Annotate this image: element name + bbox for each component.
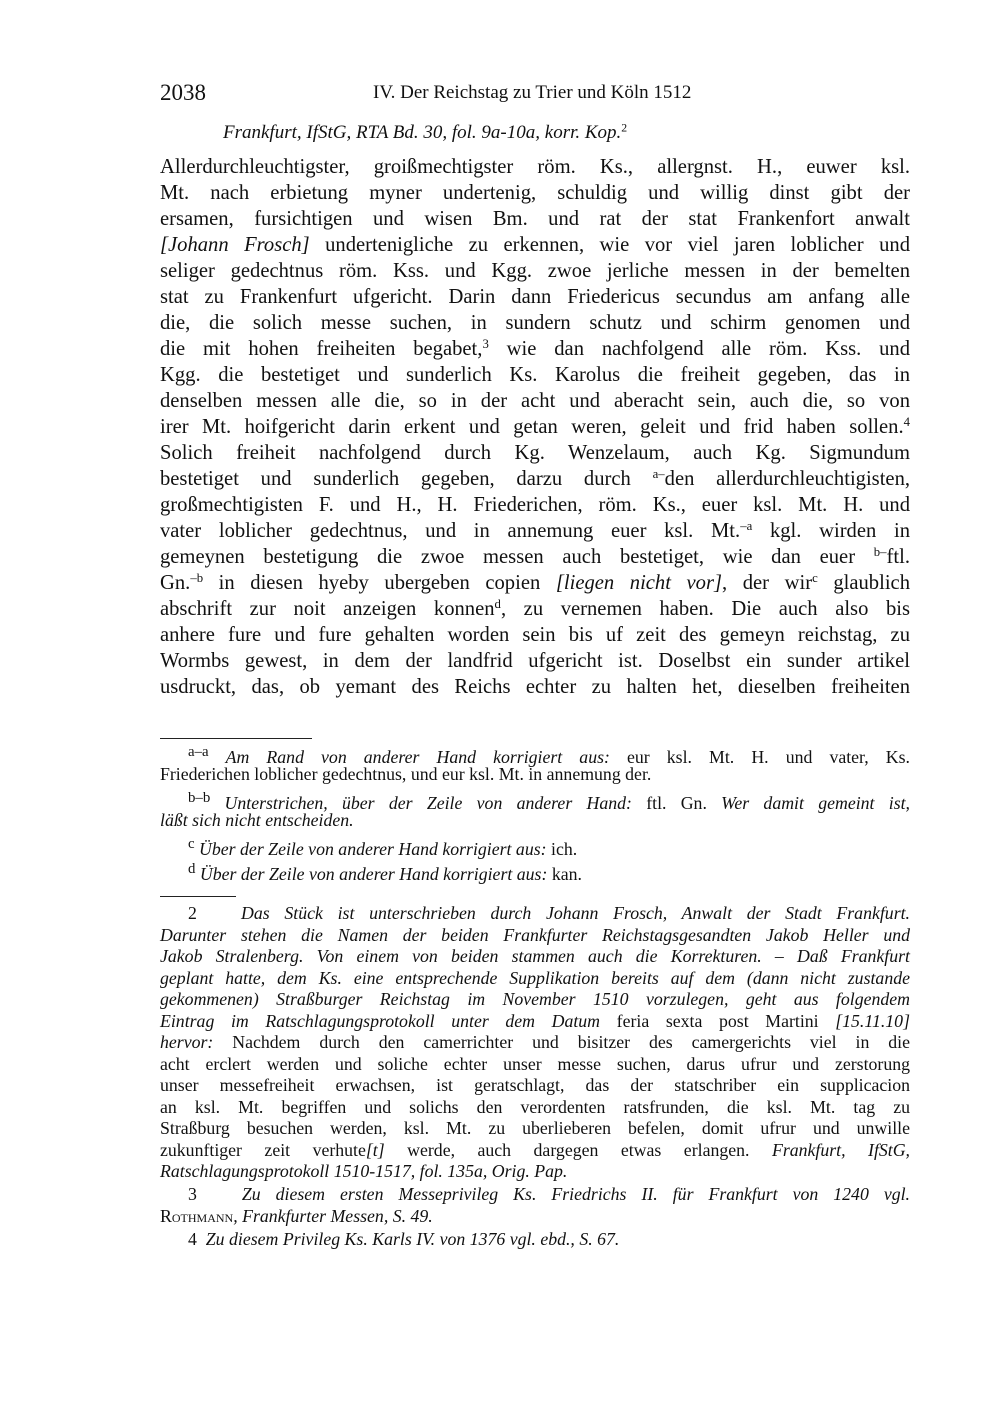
note-ref-3: 3 bbox=[482, 336, 489, 351]
footnote-3 bbox=[160, 1184, 910, 1227]
text-line: Mt. nach erbietung myner undertenig, schuldig und willig dinst gibt der bbox=[160, 182, 910, 204]
text-line: irer Mt. hoifgericht darin erkent und getan weren, geleit und frid haben sollen.$^4$ bbox=[160, 414, 910, 438]
variant-mark-a-open: a– bbox=[652, 466, 665, 481]
footnote-line: acht erclert werden und soliche echter unser messe suchen, darus ufrur und zerstorung bbox=[160, 1053, 910, 1074]
footnote-line: Ratschlagungsprotokoll 1510-1517, fol. 135a, Orig. Pap. bbox=[160, 1161, 568, 1181]
main-text bbox=[160, 154, 910, 700]
footnote-2 bbox=[160, 903, 910, 1183]
page-header bbox=[160, 80, 910, 110]
text-line: seliger gedechtnus röm. Kss. und Kgg. zwoe jerliche messen in der bemelten bbox=[160, 260, 910, 282]
footnote-line: an ksl. Mt. begriffen und solichs den verordenten ratsfrunden, die ksl. Mt. tag zu bbox=[160, 1096, 910, 1117]
text-line: großmechtigisten F. und H., H. Friederichen, röm. Ks., euer ksl. Mt. H. und bbox=[160, 494, 910, 516]
footnote-line: geplant hatte, dem Ks. eine entsprechende Supplikation bereits auf dem (dann nicht zustande bbox=[160, 967, 910, 988]
footnote-4 bbox=[160, 1229, 910, 1251]
footnote-line: 3 Zu diesem ersten Messeprivileg Ks. Friedrichs II. für Frankfurt von 1240 vgl. bbox=[188, 1184, 910, 1204]
critical-note: $^d$ Über der Zeile von anderer Hand korrigiert aus: kan. bbox=[188, 860, 582, 884]
running-title: IV. Der Reichstag zu Trier und Köln 1512 bbox=[373, 82, 692, 103]
source-citation bbox=[223, 122, 627, 144]
text-line: Solich freiheit nachfolgend durch Kg. Wenzelaum, auch Kg. Sigmundum bbox=[160, 442, 910, 464]
author-name: Rothmann bbox=[160, 1205, 234, 1226]
text-line: usdruckt, das, ob yemant des Reichs echter zu halten het, dieselben freiheiten bbox=[160, 676, 910, 698]
variant-mark-c: c bbox=[812, 570, 818, 585]
editorial-insert: [Johann Frosch] bbox=[160, 234, 310, 256]
footnote-line: Rothmann, Frankfurter Messen, S. 49. bbox=[160, 1205, 433, 1226]
variant-mark-b-close: –b bbox=[190, 570, 204, 585]
footnote-line: zukunftiger zeit verhute[t] werde, auch dargegen etwas erlangen. Frankfurt, IfStG, bbox=[160, 1139, 910, 1160]
footnote-line: gekommenen) Straßburger Reichstag im November 1510 vorzulegen, geht aus folgendem bbox=[160, 989, 910, 1009]
critical-note-cont: läßt sich nicht entscheiden. bbox=[160, 809, 354, 830]
critical-note: $^{b-b}$ Unterstrichen, über der Zeile von anderer Hand: ftl. Gn. Wer damit gemeint ist, bbox=[188, 790, 910, 813]
text-line: gemeynen bestetigung die zwoe messen auch bestetiget, wie dan euer $^{b-}$ftl. bbox=[160, 544, 910, 568]
footnote-line: Straßburg besuchen werden, ksl. Mt. zu uberlieberen befelen, domit ufrur und unwille bbox=[160, 1118, 910, 1138]
footnote-rule bbox=[160, 896, 236, 897]
footnote-line: 2 Das Stück ist unterschrieben durch Johann Frosch, Anwalt der Stadt Frankfurt. bbox=[188, 903, 910, 923]
text-line: ersamen, fursichtigen und wisen Bm. und rat der stat Frankenfort anwalt bbox=[160, 208, 910, 230]
page-number: 2038 bbox=[160, 80, 206, 105]
source-text: Frankfurt, IfStG, RTA Bd. 30, fol. 9a-10a, korr. Kop. bbox=[223, 122, 622, 143]
text-line: [Johann Frosch] undertenigliche zu erkennen, wie vor viel jaren loblicher und bbox=[160, 234, 910, 256]
footnote-line: Jakob Stralenberg. Von einem von beiden stammen auch die Korrekturen. – Daß Frankfurt bbox=[160, 946, 910, 966]
text-line: anhere fure und fure gehalten worden sein bis uf zeit des gemeyn reichstag, zu bbox=[160, 624, 910, 646]
text-line: die, die solich messe suchen, in sundern schutz und schirm genomen und bbox=[160, 312, 910, 334]
text-line: Kgg. die bestetiget und sunderlich Ks. Karolus die freiheit gegeben, das in bbox=[160, 364, 910, 386]
footnote-line: hervor: Nachdem durch den camerrichter und bisitzer des camergerichts viel in die bbox=[160, 1032, 910, 1052]
footnote-line: Darunter stehen die Namen der beiden Frankfurter Reichstagsgesandten Jakob Heller und bbox=[160, 924, 910, 945]
apparatus-rule bbox=[160, 738, 312, 739]
critical-note: $^c$ Über der Zeile von anderer Hand korrigiert aus: ich. bbox=[188, 836, 578, 859]
text-line: die mit hohen freiheiten begabet,$^3$ wie dan nachfolgend alle röm. Kss. und bbox=[160, 336, 910, 360]
variant-mark-b-open: b– bbox=[873, 544, 887, 559]
text-line: vater loblicher gedechtnus, und in annemung euer ksl. Mt.$^{-a}$ kgl. wirden in bbox=[160, 518, 910, 542]
note-ref-2: 2 bbox=[621, 121, 628, 135]
footnote-line: 4 Zu diesem Privileg Ks. Karls IV. von 1376 vgl. ebd., S. 67. bbox=[188, 1229, 620, 1249]
footnote-line: Eintrag im Ratschlagungsprotokoll unter dem Datum feria sexta post Martini [15.11.10] bbox=[160, 1010, 910, 1031]
note-ref-4: 4 bbox=[903, 414, 910, 429]
editorial-insert: [liegen nicht vor] bbox=[555, 572, 723, 594]
critical-note-cont: Friederichen loblicher gedechtnus, und eur ksl. Mt. in annemung der. bbox=[160, 763, 652, 784]
text-line: Gn.$^{-b}$ in diesen hyeby ubergeben copien [liegen nicht vor], der wir$^c$ glaublich bbox=[160, 570, 910, 594]
text-line: Allerdurchleuchtigster, groißmechtigster röm. Ks., allergnst. H., euwer ksl. bbox=[160, 156, 910, 178]
footnote-line: unser messefreiheit erwachsen, ist geratschlagt, das der statschriber ein supplicacion bbox=[160, 1075, 910, 1095]
text-line: bestetiget und sunderlich gegeben, darzu durch $^{a-}$den allerdurchleuchtigisten, bbox=[160, 466, 911, 490]
text-line: abschrift zur noit anzeigen konnen$^d$, zu vernemen haben. Die auch also bis bbox=[160, 596, 910, 620]
text-line: denselben messen alle die, so in der acht und aberacht sein, auch die, so von bbox=[160, 390, 910, 412]
text-line: stat zu Frankenfurt ufgericht. Darin dann Friedericus secundus am anfang alle bbox=[160, 286, 910, 308]
variant-mark-a-close: –a bbox=[740, 518, 753, 533]
critical-note: $^{a-a}$ Am Rand von anderer Hand korrigiert aus: eur ksl. Mt. H. und vater, Ks. bbox=[188, 744, 910, 767]
critical-apparatus bbox=[160, 742, 910, 884]
text-line: Wormbs gewest, in dem der landfrid ufgericht ist. Doselbst ein sunder artikel bbox=[160, 650, 910, 672]
variant-mark-d: d bbox=[494, 596, 501, 611]
